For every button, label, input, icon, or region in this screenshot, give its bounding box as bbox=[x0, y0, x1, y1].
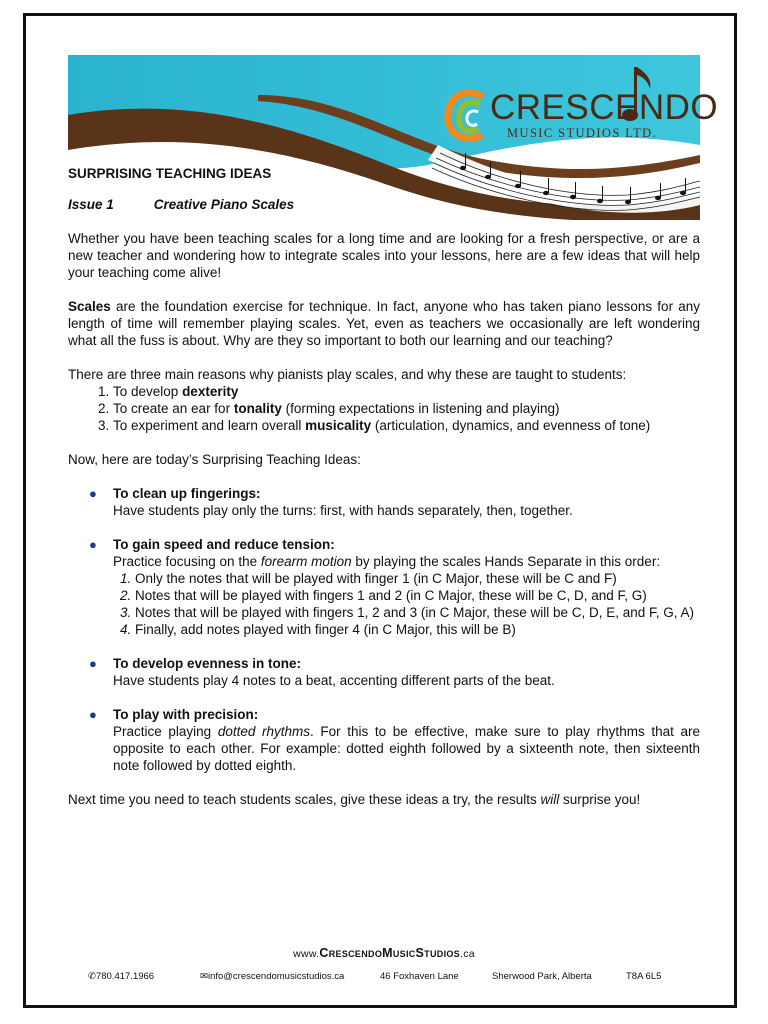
logo-wordmark: CRESCENDO bbox=[490, 88, 719, 127]
footer-contact bbox=[88, 971, 676, 982]
ideas-list bbox=[68, 485, 700, 774]
bullet-icon: ● bbox=[89, 707, 97, 722]
footer-email[interactable]: ✉info@crescendomusicstudios.ca bbox=[200, 971, 345, 982]
reasons-intro: There are three main reasons why pianists play scales, and why these are taught to students: bbox=[68, 367, 627, 382]
footer-website[interactable]: www.CrescendoMusicStudios.ca bbox=[293, 946, 475, 960]
idea-precision bbox=[89, 706, 700, 774]
scales-paragraph bbox=[68, 298, 700, 349]
idea-text: Practice focusing on the forearm motion by playing the scales Hands Separate in this order: bbox=[113, 554, 661, 569]
issue-number: Issue 1 bbox=[68, 197, 114, 212]
list-item: 3. To experiment and learn overall musicality (articulation, dynamics, and evenness of tone) bbox=[113, 417, 700, 434]
bullet-icon: ● bbox=[89, 656, 97, 671]
idea-fingerings bbox=[89, 485, 700, 519]
scales-bold: Scales bbox=[68, 299, 111, 314]
idea-title: To develop evenness in tone: bbox=[113, 656, 302, 671]
list-item: 1. To develop dexterity bbox=[113, 383, 700, 400]
idea-title: To play with precision: bbox=[113, 707, 259, 722]
list-item: 2. To create an ear for tonality (forming expectations in listening and playing) bbox=[113, 400, 700, 417]
closing-paragraph: Next time you need to teach students scales, give these ideas a try, the results will surprise you! bbox=[68, 792, 641, 807]
page-title: SURPRISING TEACHING IDEAS bbox=[68, 166, 272, 181]
reasons-list bbox=[68, 383, 700, 434]
issue-line bbox=[68, 196, 700, 213]
idea-evenness bbox=[89, 655, 700, 689]
idea-text: Have students play only the turns: first, with hands separately, then, together. bbox=[113, 503, 573, 518]
bullet-icon: ● bbox=[89, 537, 97, 552]
list-item: 2. Notes that will be played with fingers 1 and 2 (in C Major, these will be C, D, and F, G) bbox=[135, 587, 700, 604]
article-body bbox=[68, 165, 700, 808]
issue-title: Creative Piano Scales bbox=[153, 197, 295, 212]
footer-postal: T8A 6L5 bbox=[626, 971, 662, 982]
footer-city: Sherwood Park, Alberta bbox=[492, 971, 592, 982]
list-item: 3. Notes that will be played with fingers 1, 2 and 3 (in C Major, these will be C, D, E, and F, G, A) bbox=[135, 604, 700, 621]
footer-phone: ✆780.417.1966 bbox=[88, 971, 155, 982]
footer-street: 46 Foxhaven Lane bbox=[380, 971, 459, 982]
steps-list bbox=[113, 570, 700, 638]
phone-icon: ✆ bbox=[88, 971, 96, 982]
list-item: 4. Finally, add notes played with finger 4 (in C Major, this will be B) bbox=[135, 621, 700, 638]
idea-title: To clean up fingerings: bbox=[113, 486, 261, 501]
idea-speed bbox=[89, 536, 700, 638]
scales-text: are the foundation exercise for technique. In fact, anyone who has taken piano lessons for any length of time will remember playing scales. Yet, even as teachers we occasionally are left wondering what all the fuss is about. Why are they so important to both our learning and our teaching? bbox=[68, 299, 700, 348]
bullet-icon: ● bbox=[89, 486, 97, 501]
intro-paragraph: Whether you have been teaching scales for a long time and are looking for a fresh perspective, or are a new teacher and wondering how to integrate scales into your lessons, here are a few ideas that will help your teaching come alive! bbox=[68, 231, 700, 280]
idea-text: Have students play 4 notes to a beat, accenting different parts of the beat. bbox=[113, 673, 555, 688]
list-item: 1. Only the notes that will be played with finger 1 (in C Major, these will be C and F) bbox=[135, 570, 700, 587]
ideas-intro: Now, here are today’s Surprising Teaching Ideas: bbox=[68, 452, 361, 467]
logo-subtitle: MUSIC STUDIOS LTD. bbox=[507, 126, 658, 140]
idea-title: To gain speed and reduce tension: bbox=[113, 537, 335, 552]
idea-text: Practice playing dotted rhythms. For this to be effective, make sure to play rhythms that are opposite to each other. For example: dotted eighth followed by a sixteenth note, then sixteenth note followed by dotted eighth. bbox=[113, 724, 700, 773]
email-icon: ✉ bbox=[200, 971, 208, 982]
